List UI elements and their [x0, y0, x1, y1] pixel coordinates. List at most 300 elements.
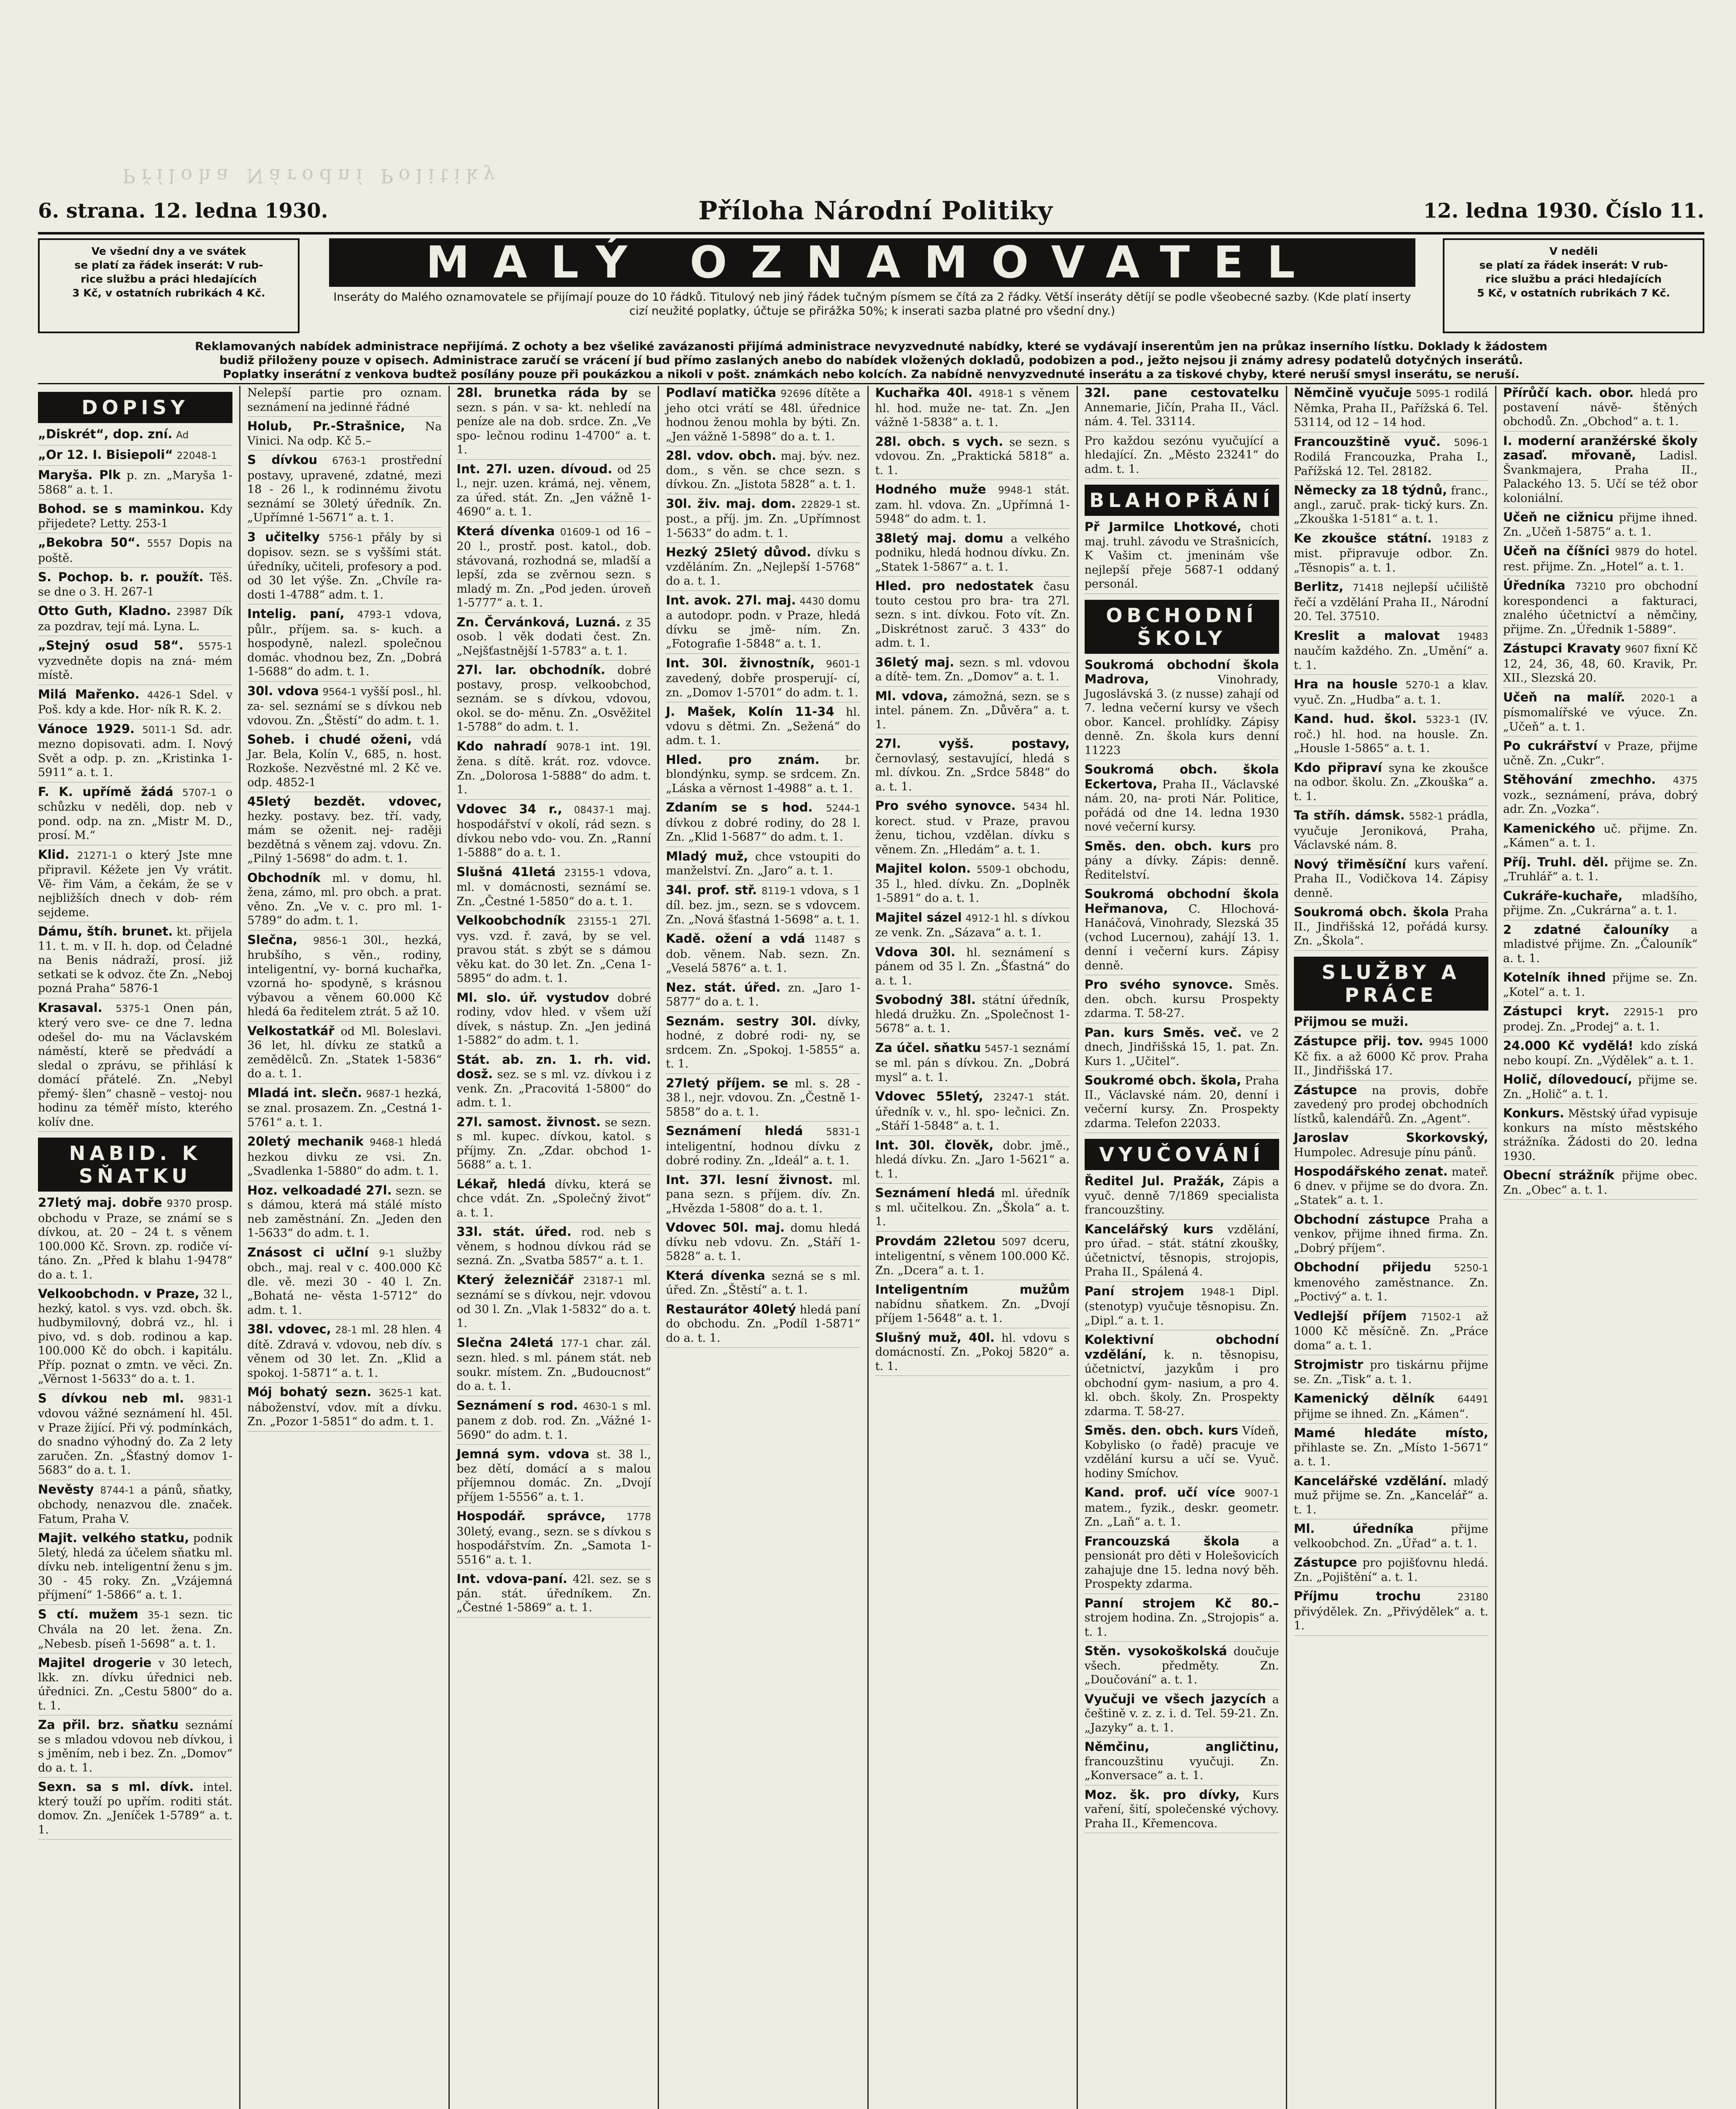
- ad-number: 9370: [167, 1198, 192, 1209]
- ad-body: dobré rodiny, vdov hled. v všem uží dívek, s nástup. Zn. „Jen jediná 1-5882“ do adm. t. 1.: [456, 991, 651, 1047]
- publication-title: Příloha Národní Politiky: [698, 196, 1053, 226]
- rate-line: V neděli: [1549, 245, 1598, 257]
- ad-headline: „Diskrét“, dop. zní.: [38, 427, 173, 441]
- ad-body: s věnem hl. hod. muže ne- tat. Zn. „Jen vážně 1-5838“ a. t. 1.: [875, 387, 1070, 429]
- ad-number: 35-1: [147, 1610, 170, 1621]
- classified-ad: [247, 1086, 442, 1133]
- ad-body: o který Jste mne připravil. Kéžete jen Vy vrátit. Vě- řim Vám, a čekám, že se v nejbližších dnech v dob- rém sejdeme.: [38, 848, 233, 919]
- ad-headline: Slušná 41letá: [456, 864, 556, 879]
- ad-number: 9468-1: [370, 1137, 404, 1148]
- ad-body: hledá paní do obchodu. Zn. „Podíl 1-5871“ do a. t. 1.: [666, 1303, 861, 1345]
- ad-number: 8119-1: [761, 885, 796, 897]
- classified-ad: [247, 1385, 442, 1432]
- ad-body: vzdělání, pro úřad. – stát. státní zkoušky, účetnictví, těsnopis, strojopis, Praha II., Spálená 4.: [1084, 1223, 1279, 1278]
- ad-headline: Ml. slo. úř. vystudov: [456, 990, 610, 1005]
- ad-body: 42l. sez. se s pán. stát. úředníkem. Zn. „Čestné 1-5869“ a. t. 1.: [456, 1573, 651, 1614]
- classified-ad: [875, 862, 1070, 908]
- ad-body: vdovou vážné seznámení hl. 45l. v Praze žijící. Při vý. podmínkách, do snadno výhodný do. Za 2 lety zaručen. Zn. „Šťastný domov 1-5683“ do a. t. 1.: [38, 1407, 233, 1477]
- ad-headline: Strojmistr: [1293, 1357, 1363, 1372]
- ad-body: sezn. s ml. vdovou a dítě- tem. Zn. „Domov“ a. t. 1.: [875, 656, 1070, 683]
- ad-number: 4630-1: [583, 1401, 618, 1412]
- ad-headline: Kamenického: [1503, 821, 1596, 836]
- classified-ad: [247, 419, 442, 450]
- ad-body: času touto cestou pro bra- tra 27l. sezn. s int. dívkou. Foto vít. Zn. „Diskrétnost zaruč. 3 433“ do adm. t. 1.: [875, 580, 1070, 650]
- ad-body: inteligentní, hodnou dívku z dobré rodiny. Zn. „Ideál“ a. t. 1.: [666, 1140, 861, 1167]
- ad-headline: Soukromé obch. škola,: [1084, 1073, 1242, 1087]
- ad-headline: 34l. prof. stř.: [666, 882, 757, 897]
- ad-headline: Příj. Truhl. děl.: [1503, 855, 1609, 869]
- classified-ad: [1085, 1333, 1279, 1421]
- ad-headline: Seznámení s rod.: [456, 1398, 578, 1413]
- ad-body: char. zál. sezn. hled. s ml. pánem stát. neb soukr. místem. Zn. „Budoucnost“ do a. t. 1.: [456, 1336, 651, 1393]
- ad-headline: Seznámení hledá: [875, 1186, 995, 1200]
- ad-number: 9601-1: [826, 658, 861, 670]
- classified-ad: [875, 689, 1070, 735]
- ad-headline: Kamenický dělník: [1293, 1391, 1435, 1405]
- section-heading: OBCHODNÍ ŠKOLY: [1085, 600, 1279, 654]
- ad-body: matem., fyzik., deskr. geometr. Zn. „Laň“ a. t. 1.: [1084, 1501, 1279, 1529]
- ad-headline: Jemná sym. vdova: [456, 1447, 589, 1461]
- ad-headline: Klid.: [38, 847, 70, 862]
- ad-headline: Vánoce 1929.: [38, 721, 135, 736]
- ad-body: maj. býv. nez. dom., s věn. se chce sezn. s dívkou. Zn. „Jistota 5828“ a. t. 1.: [666, 450, 861, 491]
- ad-body: dívkou z dobré rodiny, do 28 l. Zn. „Klid 1-5687“ do adm. t. 1.: [666, 816, 861, 844]
- ad-headline: Majitel drogerie: [38, 1656, 152, 1670]
- ad-headline: 2 zdatné čalouníky: [1503, 922, 1669, 937]
- ad-headline: Příjmu trochu: [1293, 1589, 1421, 1603]
- ad-body: ml. v domu, hl. žena, zámo, ml. pro obch. a prat. věno. Zn. „Ve v. c. pro ml. 1- 5789“ do adm. t. 1.: [247, 871, 442, 927]
- ad-headline: „Or 12. I. Bisiepoli“: [38, 447, 173, 462]
- ad-headline: 20letý mechanik: [247, 1134, 364, 1149]
- notice-rule: [38, 383, 1704, 384]
- classified-ad: [666, 932, 860, 978]
- ad-body: vdova, půlr., příjem. sa. s- kuch. a hospodyně, nalezl. společnou domác. vhodnou bez, Zn. „Dobrá 1-5688“ do adm. t. 1.: [247, 608, 442, 678]
- ad-headline: Př Jarmilce Lhotkové,: [1084, 520, 1242, 534]
- ad-headline: Vdovec 34 r.,: [456, 801, 562, 816]
- ad-body: v Praze, přijme učně. Zn. „Cukr“.: [1503, 740, 1698, 767]
- classified-ad: [875, 579, 1070, 653]
- classified-ad: [1294, 1392, 1488, 1424]
- section-heading: DOPISY: [38, 392, 232, 423]
- ad-body: francouzštinu vyučuji. Zn. „Konversace“ a. t. 1.: [1084, 1755, 1279, 1782]
- ad-body: nejlepší učiliště řečí a vzdělání Praha II., Národní 20. Tel. 37510.: [1293, 581, 1488, 623]
- classified-ad: [1503, 1168, 1698, 1200]
- ad-body: Vídeň, Kobylisko (o řadě) pracuje ve vzdělání kursu a učí se. Vyuč. hodiny Smíchov.: [1084, 1424, 1279, 1480]
- ad-body: přijme se. Zn. „Truhlář“ a. t. 1.: [1503, 856, 1698, 883]
- classified-ad: [38, 1392, 232, 1480]
- ad-body: choti maj. truhl. závodu ve Strašnicích, K Vašim ct. jmeninám vše nejlepší přeje 5687-1 oddaný personál.: [1084, 521, 1279, 591]
- ad-headline: Stěhování zmechho.: [1503, 772, 1656, 787]
- ad-body: státní úředník, hledá družku. Zn. „Společnost 1-5678“ a. t. 1.: [875, 994, 1070, 1035]
- ad-body: dívky, hodné, z dobré rodi- ny, se srdcem. Zn. „Spokoj. 1-5855“ a. t. 1.: [666, 1015, 861, 1071]
- ad-columns: [38, 386, 1704, 2109]
- classified-ad: [1085, 658, 1279, 761]
- classified-ad: [666, 545, 860, 591]
- ad-headline: Paní strojem: [1084, 1284, 1185, 1298]
- ad-headline: Int. 30l. člověk,: [875, 1138, 994, 1152]
- ad-headline: Obecní strážník: [1503, 1168, 1615, 1182]
- ad-body: Městský úřad vypisuje konkurs na místo městského strážníka. Žádosti do 20. ledna 1930.: [1503, 1107, 1698, 1163]
- classified-ad: [1503, 773, 1698, 819]
- ad-headline: Kancelářský kurs: [1084, 1222, 1214, 1236]
- ad-body: Praha II., Václavské nám. 20, na- proti Nár. Politice, pořádá od dne 14. ledna 1930 nové večerní kursy.: [1084, 778, 1279, 833]
- ad-number: 71418: [1353, 583, 1384, 593]
- classified-ad: [1294, 1015, 1488, 1032]
- ad-headline: Berlitz,: [1293, 580, 1344, 594]
- ad-number: 5097: [1002, 1236, 1027, 1248]
- classified-ad: [38, 639, 232, 685]
- classified-ad: [456, 1399, 651, 1445]
- section-heading: SLUŽBY A PRÁCE: [1294, 957, 1488, 1011]
- ad-body: Praha II., Václavské nám. 20, denní i večerní kursy. Zn. Prospekty zdarma. Telefon 22033.: [1084, 1074, 1279, 1130]
- ad-headline: 27letý maj. dobře: [38, 1195, 162, 1210]
- classified-ad: [247, 933, 442, 1022]
- ad-body: přijme se ihned. Zn. „Kámen“.: [1293, 1407, 1469, 1421]
- ad-headline: Kuchařka 40l.: [875, 386, 973, 400]
- ad-body: se sezn. s ml. kupec. dívkou, katol. s příjmy. Zn. „Zdar. obchod 1-5688“ a. t. 1.: [456, 1116, 651, 1171]
- ad-body: ml. s. 28 - 38 l., nejr. vdovou. Zn. „Čestně 1-5858“ do a. t. 1.: [666, 1077, 861, 1119]
- ad-number: 9856-1: [313, 935, 348, 947]
- ad-body: do hotel. rest. přijme. Zn. „Hotel“ a. t. 1.: [1503, 545, 1698, 573]
- ad-headline: Zástupce: [1293, 1555, 1357, 1570]
- ad-body: dítěte a jeho otci vrátí se 48l. úřednice hodnou ženou mohla by býti. Zn. „Jen vážně 1-5898“ do a. t. 1.: [666, 387, 861, 443]
- ad-number: 4912-1: [965, 913, 1000, 924]
- ad-headline: Po cukrářství: [1503, 739, 1598, 753]
- ad-headline: Směs. den. obch. kurs: [1084, 1423, 1239, 1437]
- ad-number: 6763-1: [332, 456, 367, 467]
- ad-body: Dopis na poště.: [38, 537, 233, 565]
- classified-ad: [875, 993, 1070, 1038]
- ad-body: doučuje všech. předměty. Zn. „Doučování“ a. t. 1.: [1084, 1645, 1279, 1686]
- classified-ad: [247, 453, 442, 528]
- ad-body: vozk., seznámení, práva, dobrý adr. Zn. „Vozka“.: [1503, 788, 1698, 816]
- classified-ad: [247, 1246, 442, 1320]
- ad-headline: Francouzštině vyuč.: [1293, 434, 1441, 449]
- ad-headline: Soukromá obch. škola: [1293, 905, 1449, 919]
- ad-headline: Němčině vyučuje: [1293, 386, 1412, 400]
- classified-ad: [247, 1184, 442, 1243]
- ad-body: z 35 osob. l věk dodati čest. Zn. „Nejšťastnější 1-5783“ a. t. 1.: [456, 616, 651, 658]
- classified-ad: [456, 1177, 651, 1223]
- ad-headline: Obchodní zástupce: [1293, 1212, 1430, 1227]
- ad-body: Těš. se dne o 3. H. 267-1: [38, 571, 233, 599]
- ad-column: [38, 386, 239, 2109]
- classified-ad: [247, 530, 442, 605]
- ad-headline: Kand. hud. škol.: [1293, 712, 1417, 726]
- ad-headline: Stát. ab. zn. 1. rh. vid. dosž.: [456, 1052, 651, 1081]
- ad-headline: Směs. den. obch. kurs: [1084, 839, 1251, 853]
- section-heading: VYUČOVÁNÍ: [1085, 1139, 1279, 1170]
- ad-body: přivýdělek. Zn. „Přivýdělek“ a. t. 1.: [1293, 1605, 1488, 1632]
- classified-ad: [875, 1331, 1070, 1376]
- ad-body: Na Vinici. Na odp. Kč 5.–: [247, 420, 442, 448]
- ad-body: strojem hodina. Zn. „Strojopis“ a. t. 1.: [1084, 1611, 1279, 1639]
- classified-ad: [456, 1273, 651, 1333]
- rate-box-sunday: [1443, 238, 1704, 333]
- ad-headline: Hra na housle: [1293, 677, 1398, 691]
- ad-headline: Vyučuji ve všech jazycích: [1084, 1691, 1266, 1706]
- ad-body: zavedený, dobře prosperují- cí, zn. „Domov 1-5701“ do adm. t. 1.: [666, 672, 861, 699]
- ad-number: 9879: [1615, 547, 1640, 558]
- ad-body: k. n. těsnopisu, účetnictví, jazykům i pro obchodní gym- nasium, a pro 4. kl. obch. školy. Zn. Prospekty zdarma. T. 58-27.: [1084, 1348, 1279, 1418]
- ad-number: 177-1: [560, 1338, 589, 1349]
- ad-headline: Slečna,: [247, 932, 298, 947]
- classified-ad: [247, 795, 442, 868]
- ad-body: vyzvedněte dopis na zná- mém místě.: [38, 654, 233, 682]
- classified-ad: [38, 1287, 232, 1389]
- classified-ad: [875, 1283, 1070, 1328]
- rate-line: rice službu a práci hledajících: [1485, 273, 1662, 285]
- classified-ad: [1294, 1358, 1488, 1389]
- ad-headline: Vdova 30l.: [875, 944, 956, 959]
- ad-body: kdo získá nebo koupí. Zn. „Výdělek“ a. t. 1.: [1503, 1040, 1698, 1067]
- ad-number: 5575-1: [198, 641, 233, 652]
- notice-line: Poplatky inserátní z venkova budtež posílány pouze při poukázkou a nikoli v pošt. známkách nebo kolcích. Za nabídně nenvyzvednuté inserátu a za tiskové chyby, které neruší smysl inserátu, se neruší.: [223, 368, 1520, 381]
- ad-headline: Milá Mařenko.: [38, 687, 140, 701]
- classified-ad: [875, 1138, 1070, 1184]
- ad-headline: „Stejný osud 58“.: [38, 638, 184, 653]
- classified-ad: [1503, 889, 1698, 920]
- ad-headline: Podlaví matička: [666, 386, 777, 400]
- ad-body: uč. přijme. Zn. „Kámen“ a. t. 1.: [1503, 822, 1698, 850]
- ad-body: zn. „Jaro 1-5877“ do a. t. 1.: [666, 981, 861, 1009]
- ad-headline: Int. 37l. lesní živnost.: [666, 1172, 833, 1187]
- classified-ad: [1503, 434, 1698, 508]
- classified-ad: [456, 1447, 651, 1507]
- ad-number: 64491: [1457, 1394, 1488, 1405]
- ad-body: 30l., hezká, hrubšího, s věn., rodiny, inteligentní, vy- borná kuchařka, vzorná ho- spodyně, s krásnou výbavou a věnem 60.000 Kč hledá 6a ředitelem ztrát. 5 až 10.: [247, 933, 442, 1018]
- ad-headline: Učeň na malíř.: [1503, 690, 1625, 704]
- classified-ad: [875, 1041, 1070, 1087]
- ad-body: prosp. obchodu v Praze, se známí se s dívkou, at. 20 – 24 t. s věnem 100.000 Kč. Srovn. zp. rodiče ví- táno. Zn. „Před k blahu 1-9478“ do a. t. 1.: [38, 1197, 233, 1281]
- ad-number: 23180: [1457, 1592, 1488, 1603]
- ad-number: 5096-1: [1454, 437, 1488, 448]
- ad-headline: Hodného muže: [875, 482, 986, 496]
- ad-headline: Hospodář. správce,: [456, 1509, 606, 1523]
- classified-ad: [1294, 1260, 1488, 1307]
- classified-ad: [1085, 839, 1279, 885]
- ad-headline: Jaroslav Skorkovský,: [1293, 1130, 1488, 1145]
- classified-ad: [1085, 763, 1279, 837]
- classified-ad: [1294, 1556, 1488, 1587]
- classified-ad: [1085, 1174, 1279, 1220]
- ad-headline: Za přil. brz. sňatku: [38, 1718, 179, 1732]
- ad-headline: 28l. brunetka ráda by: [456, 386, 628, 400]
- ad-headline: Majit. velkého statku,: [38, 1531, 189, 1545]
- classified-ad: [666, 883, 860, 930]
- ad-headline: Vedlejší příjem: [1293, 1308, 1407, 1323]
- classified-ad: [666, 386, 860, 446]
- classified-ad: [38, 536, 232, 568]
- section-banner: MALÝ OZNAMOVATEL: [329, 238, 1415, 287]
- classified-ad: [456, 1225, 651, 1270]
- ad-body: zámožná, sezn. se s intel. pánem. Zn. „Důvěra“ a. t. 1.: [875, 690, 1070, 731]
- ad-body: hledá pro postavení návě- štěných obchodů. Zn. „Obchod“ a. t. 1.: [1503, 387, 1698, 428]
- ad-headline: Za účel. sňatku: [875, 1040, 981, 1055]
- classified-ad: [38, 1780, 232, 1839]
- ad-column: [1077, 386, 1286, 2109]
- ad-headline: „Bekobra 50“.: [38, 535, 140, 550]
- ad-body: vdá Jar. Bela, Kolín V., 685, n. host. Rozkoše. Nezvěstné ml. 2 Kč ve. odp. 4852-1: [247, 734, 442, 789]
- ad-body: Onen pán, který vero sve- ce dne 7. ledna odešel do- mu na Václavském náměstí, kterě se předvádí a sledal o zprávu, se přihlásí k domácí přátelé. Zn. „Nebyl přemý- šlen“ chasně – vestoj- nou hodinu za téměř místo, kterého kolív dne.: [38, 1001, 233, 1129]
- classified-ad: [875, 1186, 1070, 1232]
- classified-ad: [1294, 629, 1488, 675]
- ad-body: st. 38 l., bez dětí, domácí a s malou příjemnou domác. Zn. „Dvojí příjem 1-5556“ a. t. 1.: [456, 1448, 651, 1504]
- ad-headline: Nový třiměsíční: [1293, 857, 1406, 871]
- ad-body: pro prodej. Zn. „Prodej“ a. t. 1.: [1503, 1005, 1698, 1033]
- ad-headline: Provdám 22letou: [875, 1233, 996, 1248]
- ad-column: [867, 386, 1077, 2109]
- rate-box-weekday: [38, 238, 300, 333]
- ad-number: 23987: [176, 607, 208, 618]
- ad-column: [1495, 386, 1704, 2109]
- classified-ad: [1085, 1026, 1279, 1071]
- ad-headline: Zástupce přij. tov.: [1293, 1034, 1423, 1048]
- ad-headline: 45letý bezdět. vdovec,: [247, 794, 442, 809]
- ad-number: 3625-1: [378, 1388, 413, 1399]
- ad-number: 9607: [1625, 644, 1650, 655]
- bleed-through-text: Příloha Národní Politiky: [122, 165, 501, 187]
- classified-ad: [1503, 1039, 1698, 1070]
- ad-headline: Ml. úředníka: [1293, 1521, 1414, 1536]
- ad-headline: Ke zkoušce státní.: [1293, 531, 1432, 545]
- ad-body: přihlaste se. Zn. „Místo 1-5671“ a. t. 1.: [1293, 1441, 1488, 1468]
- ad-number: 4793-1: [357, 610, 392, 620]
- ad-body: ve 2 dnech, Jindřišská 15, 1. pat. Zn. Kurs 1. „Učitel“.: [1084, 1026, 1279, 1068]
- classified-ad: [1503, 690, 1698, 737]
- ad-headline: Svobodný 38l.: [875, 992, 976, 1007]
- ad-body: 1000 Kč fix. a až 6000 Kč prov. Praha II., Jindřišská 17.: [1293, 1035, 1488, 1077]
- ad-body: maj. hospodářství v okolí, rád sezn. s dívkou nebo vdo- vou. Zn. „Ranní 1-5888“ do a. t. 1.: [456, 803, 651, 859]
- classified-ad: [1085, 386, 1279, 432]
- classified-ad: [38, 688, 232, 720]
- classified-ad: [1085, 1222, 1279, 1282]
- ad-number: 21271-1: [77, 850, 118, 861]
- ad-headline: Která dívenka: [666, 1268, 765, 1283]
- ad-body: Kdy přijedete? Letty. 253-1: [38, 503, 233, 530]
- ad-headline: Zdaním se s hod.: [666, 800, 813, 814]
- ad-body: fixní Kč 12, 24, 36, 48, 60. Kravik, Pr. XII., Slezská 20.: [1503, 642, 1698, 685]
- classified-ad: [1503, 1004, 1698, 1036]
- ad-headline: Krasaval.: [38, 1000, 103, 1015]
- classified-ad: [1294, 1309, 1488, 1356]
- ad-body: dobré postavy, prosp. velkoobchod, seznám. se s dívkou, vdovou, okol. se do- měnu. Zn. „Osvěžitel 1-5788“ do adm. t. 1.: [456, 664, 651, 734]
- ad-headline: Mladá int. slečn.: [247, 1085, 362, 1100]
- ad-body: od Ml. Boleslavi. 36 let, hl. dívku ze statků a zemědělců. Zn. „Statek 1-5836“ do a. t. 1.: [247, 1025, 442, 1080]
- ad-body: Humpolec. Adresuje pínu pánů.: [1293, 1146, 1477, 1159]
- classified-ad: [875, 737, 1070, 796]
- ad-body: přijme velkoobchod. Zn. „Úřad“ a. t. 1.: [1293, 1523, 1488, 1550]
- classified-ad: [875, 386, 1070, 432]
- ad-body: Praha II., Jindřišská 12, pořádá kursy. Zn. „Škola“.: [1293, 906, 1488, 947]
- ad-headline: Slečna 24letá: [456, 1335, 553, 1350]
- ad-headline: Nevěsty: [38, 1482, 94, 1497]
- classified-ad: [456, 802, 651, 863]
- ad-number: 01609-1: [560, 526, 601, 538]
- rate-line: 3 Kč, v ostatních rubrikách 4 Kč.: [72, 287, 265, 299]
- ad-body: kt. přijela 11. t. m. v II. h. dop. od Čeladné na Benis nádraží, prosí. již setkati se k odvoz. čte Zn. „Neboj pozná Praha“ 5876-1: [38, 925, 233, 995]
- ad-body: vyšší posl., hl. za- sel. seznámí se s dívkou neb vdovou. Zn. „Štěstí“ do adm. t. 1.: [247, 685, 442, 727]
- classified-ad: [456, 1572, 651, 1618]
- ad-body: Annemarie, Jičín, Praha II., Václ. nám. 4. Tel. 33114.: [1084, 401, 1279, 428]
- ad-number: 9007-1: [1245, 1488, 1279, 1499]
- ad-headline: Seznámení hledá: [666, 1124, 803, 1138]
- ad-body: v 30 letech, lkk. zn. dívku úřednici neb. úřednici. Zn. „Cestu 5800“ do a. t. 1.: [38, 1657, 233, 1713]
- ad-headline: 27l. lar. obchodník.: [456, 663, 605, 677]
- ad-headline: Majitel sázel: [875, 910, 962, 925]
- ad-headline: 38l. vdovec,: [247, 1322, 331, 1336]
- ad-body: kmenového zaměstnance. Zn. „Poctivý“ a. t. 1.: [1293, 1276, 1488, 1303]
- classified-ad: [1085, 1535, 1279, 1594]
- classified-ad: [1085, 1692, 1279, 1738]
- ad-headline: Ml. vdova,: [875, 688, 948, 703]
- ad-body: ml. 28 hlen. 4 dítě. Zdravá v. vdovou, neb dív. s věnem od 30 let. Zn. „Klid a spokoj. 1-5871“ a. t. 1.: [247, 1323, 442, 1380]
- ad-headline: Obchodní přijedu: [1293, 1260, 1431, 1274]
- classified-ad: [666, 1303, 860, 1348]
- ad-body: pro pojišťovnu hledá. Zn. „Pojištění“ a. t. 1.: [1293, 1556, 1488, 1584]
- ad-number: 28-1: [335, 1325, 357, 1336]
- ad-number: 5244-1: [826, 803, 861, 814]
- ad-headline: 28l. obch. s vych.: [875, 434, 1003, 449]
- ad-number: 5831-1: [826, 1127, 861, 1138]
- ad-headline: Kancelářské vzdělání.: [1293, 1473, 1447, 1488]
- ad-headline: Maryša. Plk: [38, 468, 121, 482]
- classified-ad: [1503, 855, 1698, 887]
- ad-headline: 27l. vyšš. postavy,: [875, 736, 1070, 751]
- ad-headline: Intelig. paní,: [247, 607, 345, 621]
- ad-headline: S dívkou neb ml.: [38, 1391, 184, 1405]
- ad-headline: Soheb. i chudé oženi,: [247, 732, 412, 747]
- ad-headline: Hled. pro znám.: [666, 752, 820, 767]
- classified-ad: [38, 604, 232, 636]
- classified-ad: [1085, 434, 1279, 479]
- header-rule: [38, 232, 1704, 235]
- ad-headline: Přijmou se muži.: [1293, 1014, 1409, 1029]
- ad-body: vdova, ml. v domácnosti, seznámí se. Zn. „Čestné 1-5850“ do a. t. 1.: [456, 866, 651, 908]
- ad-number: 11487: [814, 934, 845, 945]
- classified-ad: [1294, 483, 1488, 529]
- ad-number: 5250-1: [1454, 1263, 1488, 1274]
- classified-ad: [38, 448, 232, 466]
- classified-ad: [247, 684, 442, 731]
- ad-headline: Seznám. sestry 30l.: [666, 1014, 817, 1028]
- classified-ad: [38, 570, 232, 601]
- ad-number: 23155-1: [577, 916, 618, 927]
- classified-ad: [1294, 1131, 1488, 1162]
- ad-number: 9564-1: [322, 686, 357, 698]
- ad-number: 5375-1: [116, 1003, 150, 1014]
- ad-headline: Hezký 25letý důvod.: [666, 545, 811, 559]
- ad-number: 5095-1: [1416, 388, 1450, 399]
- ad-body: dceru, inteligentní, s věnem 100.000 Kč. Zn. „Dcera“ a. t. 1.: [875, 1235, 1070, 1277]
- ad-body: rod. neb s věnem, s hodnou dívkou rád se sezná. Zn. „Svatba 5857“ a. t. 1.: [456, 1226, 651, 1267]
- ad-number: 23155-1: [564, 867, 605, 879]
- ad-number: 5582-1: [1409, 811, 1444, 822]
- classified-ad: [38, 722, 232, 782]
- classified-ad: [666, 449, 860, 494]
- ad-headline: 24.000 Kč vydělá!: [1503, 1038, 1633, 1053]
- classified-ad: [666, 1269, 860, 1300]
- ad-body: br. blondýnku, symp. se srdcem. Zn. „Láska a věrnost 1-4988“ a. t. 1.: [666, 753, 861, 795]
- ad-body: s dob. věnem. Nab. sezn. Zn. „Veselá 5876“ a. t. 1.: [666, 933, 861, 975]
- classified-ad: [1294, 386, 1488, 432]
- header-right: 12. ledna 1930. Číslo 11.: [1423, 199, 1704, 223]
- ad-number: 4918-1: [979, 388, 1013, 399]
- ad-body: Ladisl. Švankmajera, Praha II., Palackého 13. 5. Učí se též obor koloniální.: [1503, 449, 1698, 505]
- classified-ad: [1503, 1073, 1698, 1104]
- ad-body: hl. vdovu s domácností. Zn. „Pokoj 5820“ a. t. 1.: [875, 1331, 1070, 1373]
- ad-headline: Holub, Pr.-Strašnice,: [247, 419, 405, 433]
